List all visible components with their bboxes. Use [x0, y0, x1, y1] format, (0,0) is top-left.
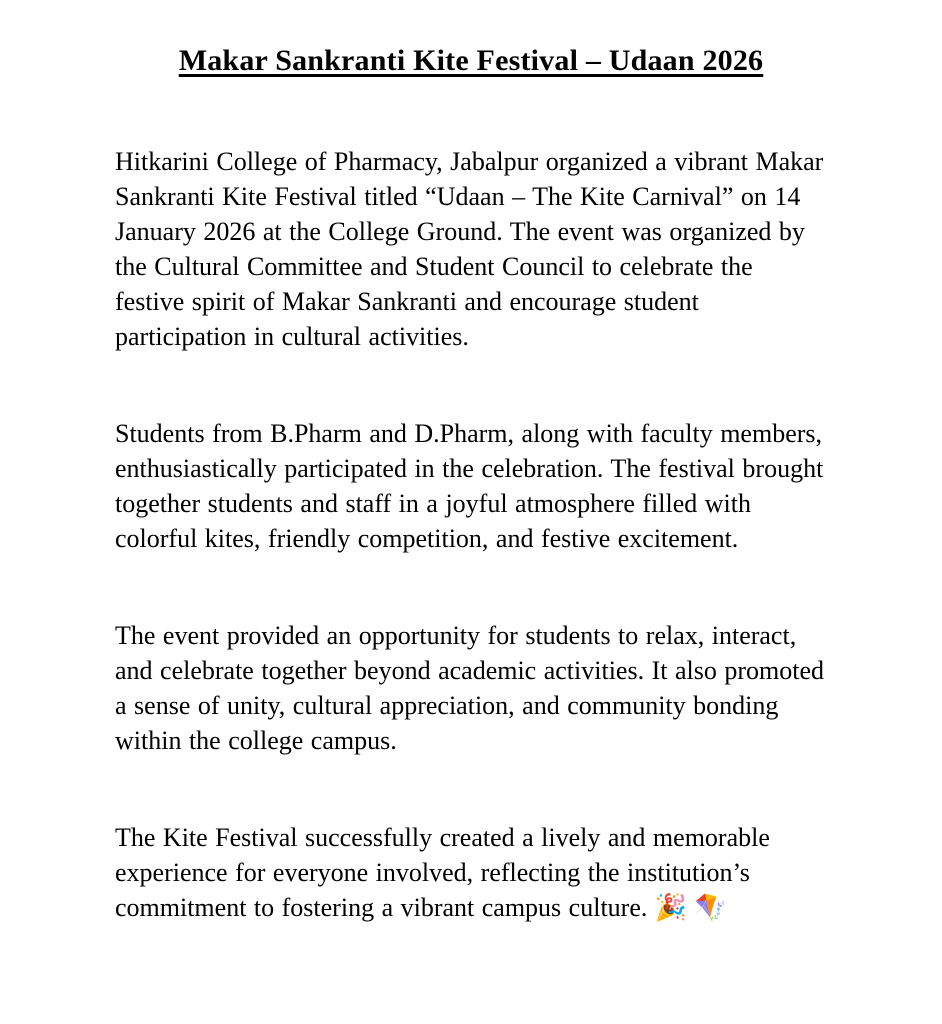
page-title: [0, 0, 942, 78]
paragraph-3: The event provided an opportunity for students to relax, interact, and celebrate together beyond academic activities. It also promoted a sense of unity, cultural appreciation, and community bonding within the college campus.: [115, 621, 824, 755]
paragraph-2: Students from B.Pharm and D.Pharm, along with faculty members, enthusiastically participated in the celebration. The festival brought together students and staff in a joyful atmosphere filled with colorful kites, friendly competition, and festive excitement.: [115, 419, 824, 553]
page-title-text: Makar Sankranti Kite Festival – Udaan 2026: [178, 44, 764, 77]
paragraph-1: Hitkarini College of Pharmacy, Jabalpur organized a vibrant Makar Sankranti Kite Festival titled “Udaan – The Kite Carnival” on 14 January 2026 at the College Ground. The event was organized by the Cultural Committee and Student Council to celebrate the festive spirit of Makar Sankranti and encourage student participation in cultural activities.: [115, 147, 824, 351]
document-body: [0, 78, 942, 925]
paragraph-4: The Kite Festival successfully created a lively and memorable experience for everyone involved, reflecting the institution’s commitment to fostering a vibrant campus culture. 🎉 🪁: [115, 823, 770, 922]
